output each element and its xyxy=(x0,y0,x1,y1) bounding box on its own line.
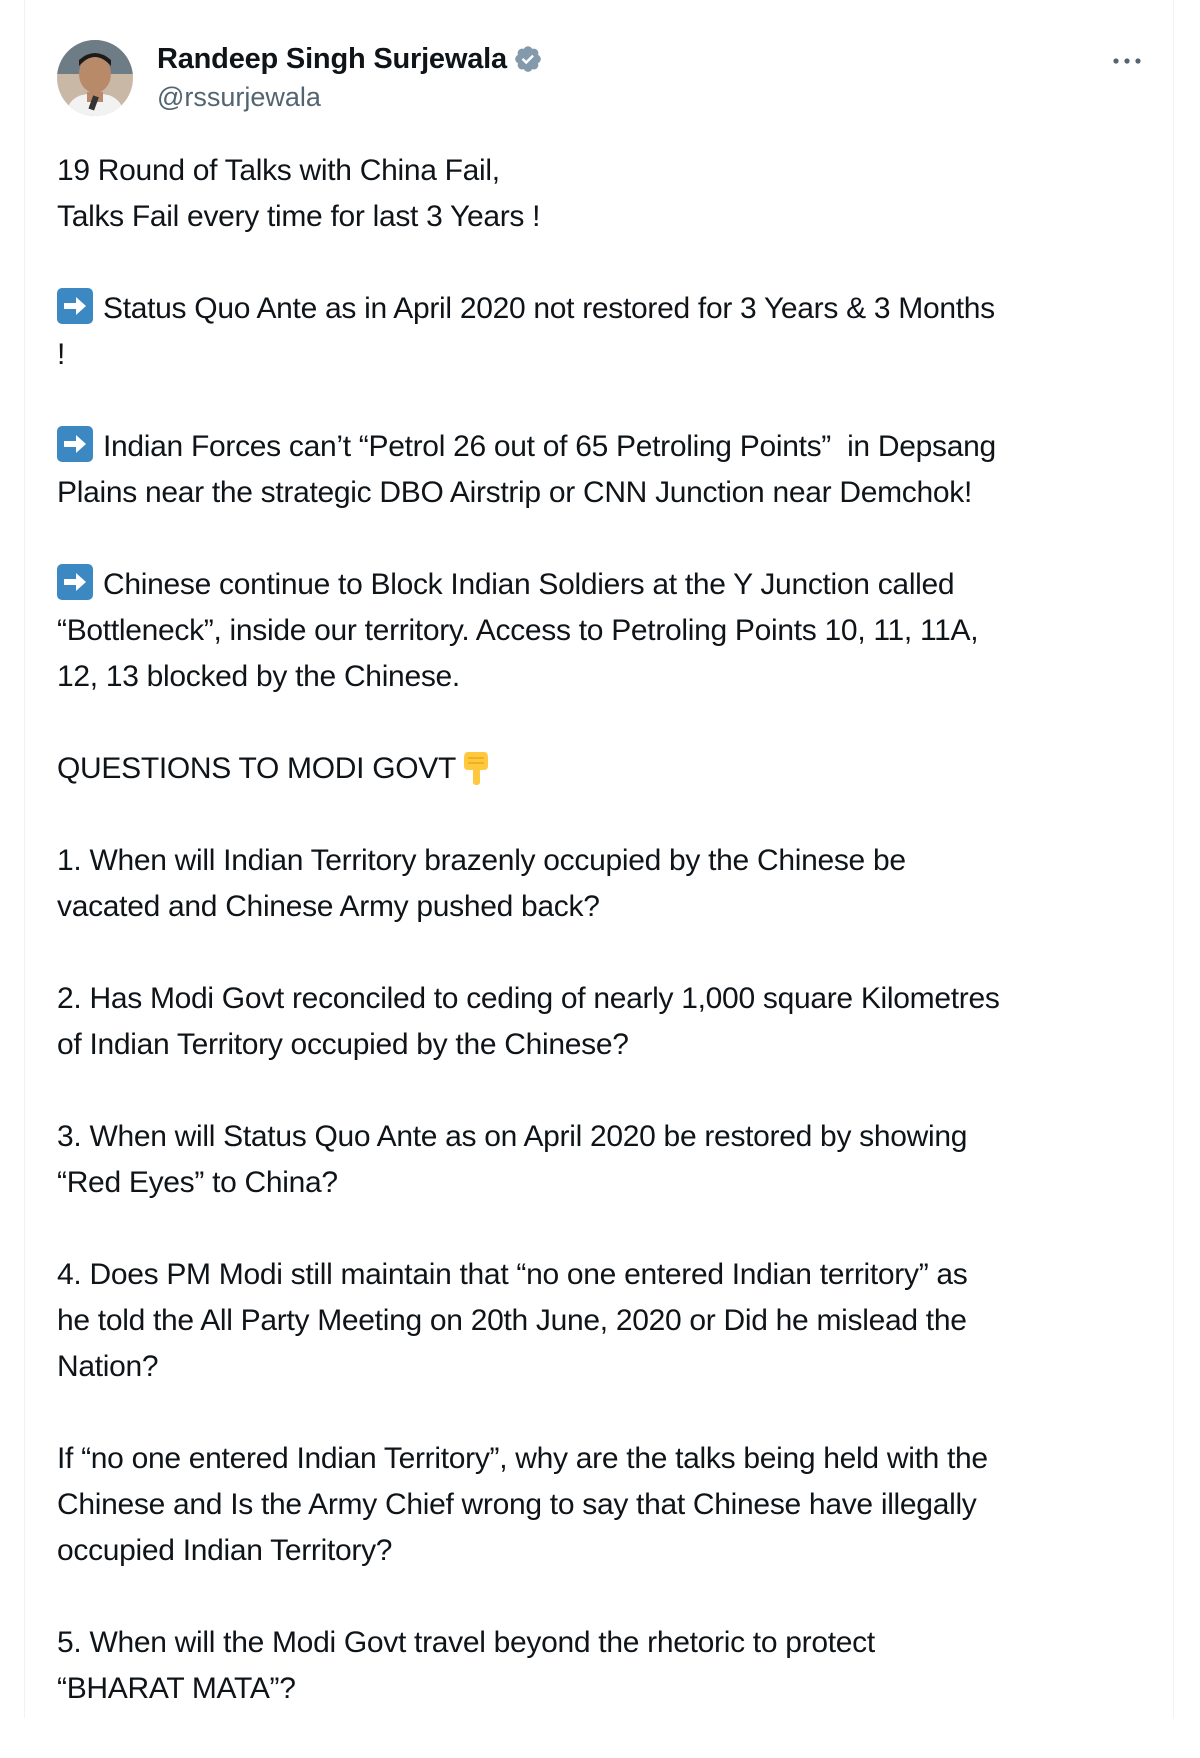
avatar[interactable] xyxy=(57,40,133,116)
backhand-index-pointing-down-emoji-icon xyxy=(460,750,492,786)
question-1: 1. When will Indian Territory brazenly occupied by the Chinese be vacated and Chinese Army pushed back? xyxy=(57,844,906,923)
question-2: 2. Has Modi Govt reconciled to ceding of nearly 1,000 square Kilometres of Indian Territory occupied by the Chinese? xyxy=(57,982,1000,1061)
questions-heading-text: QUESTIONS TO MODI GOVT xyxy=(57,752,457,785)
intro-line-2: Talks Fail every time for last 3 Years ! xyxy=(57,200,541,233)
right-arrow-emoji-icon xyxy=(57,426,93,462)
bullet-text-3: Chinese continue to Block Indian Soldiers at the Y Junction called “Bottleneck”, inside our territory. Access to Petroling Points 10, 11, 11A, 12, 13 blocked by the Chinese. xyxy=(57,568,979,693)
intro-line-1: 19 Round of Talks with China Fail, xyxy=(57,154,500,187)
bullet-text-2: Indian Forces can’t “Petrol 26 out of 65 Petroling Points” in Depsang Plains near the strategic DBO Airstrip or CNN Junction near Demchok! xyxy=(57,430,996,509)
bullet-point-2 xyxy=(57,424,1167,516)
tweet-text xyxy=(57,148,1167,1758)
more-options-button[interactable] xyxy=(1107,46,1147,76)
right-arrow-emoji-icon xyxy=(57,288,93,324)
verified-badge-icon xyxy=(513,44,543,74)
more-horizontal-icon xyxy=(1111,56,1143,66)
question-4: 4. Does PM Modi still maintain that “no one entered Indian territory” as he told the All Party Meeting on 20th June, 2020 or Did he mislead the Nation? xyxy=(57,1258,968,1383)
author-display-name[interactable]: Randeep Singh Surjewala xyxy=(157,42,507,75)
tweet-card xyxy=(24,0,1174,1718)
question-3: 3. When will Status Quo Ante as on April 2020 be restored by showing “Red Eyes” to China? xyxy=(57,1120,968,1199)
author-block[interactable] xyxy=(157,40,543,113)
tweet-intro xyxy=(57,148,1167,240)
question-4-followup: If “no one entered Indian Territory”, why are the talks being held with the Chinese and Is the Army Chief wrong to say that Chinese have illegally occupied Indian Territory? xyxy=(57,1442,988,1567)
question-5: 5. When will the Modi Govt travel beyond the rhetoric to protect “BHARAT MATA”? xyxy=(57,1626,875,1705)
right-arrow-emoji-icon xyxy=(57,564,93,600)
bullet-point-1 xyxy=(57,286,1167,378)
author-handle[interactable]: @rssurjewala xyxy=(157,82,321,112)
bullet-text-1: Status Quo Ante as in April 2020 not restored for 3 Years & 3 Months ! xyxy=(57,292,995,371)
questions-heading xyxy=(57,746,1167,792)
tweet-header xyxy=(57,40,1147,120)
bullet-point-3 xyxy=(57,562,1167,700)
